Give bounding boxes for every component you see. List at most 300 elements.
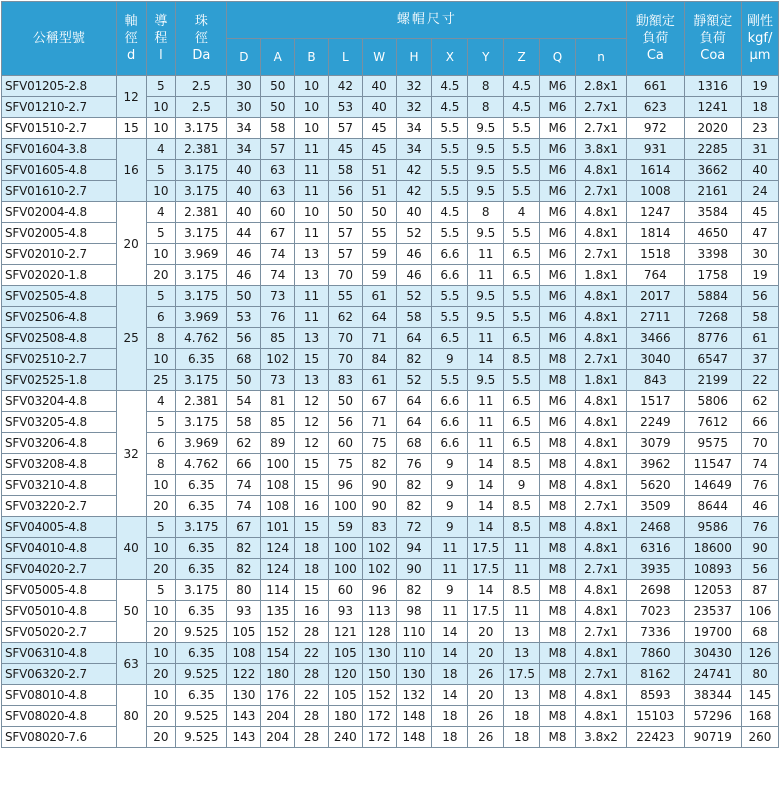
value-cell: 8 [468,202,504,223]
model-cell: SFV02506-4.8 [2,307,117,328]
model-cell: SFV03208-4.8 [2,454,117,475]
value-cell: 130 [227,685,261,706]
header-ball-text: 珠 徑 Da [192,14,211,63]
value-cell: 52 [396,370,432,391]
value-cell: 20 [146,559,176,580]
value-cell: 4.762 [176,328,227,349]
value-cell: 62 [227,433,261,454]
value-cell: 11 [295,223,329,244]
model-cell: SFV08020-4.8 [2,706,117,727]
value-cell: 46 [227,244,261,265]
value-cell: 73 [261,286,295,307]
value-cell: 40 [362,97,396,118]
value-cell: 124 [261,559,295,580]
value-cell: 260 [741,727,778,748]
value-cell: 1.8x1 [575,370,626,391]
value-cell: 108 [261,475,295,496]
value-cell: 67 [227,517,261,538]
value-cell: 75 [328,454,362,475]
shaft-diameter-cell: 50 [116,580,146,643]
value-cell: 10 [146,349,176,370]
value-cell: 1.8x1 [575,265,626,286]
value-cell: 4.8x1 [575,160,626,181]
value-cell: 20 [468,685,504,706]
value-cell: 76 [741,517,778,538]
value-cell: 2161 [684,181,741,202]
value-cell: 63 [261,160,295,181]
header-static-text: 靜額定 負荷 Coa [693,14,733,63]
value-cell: 3.8x2 [575,727,626,748]
value-cell: 8.5 [504,496,540,517]
value-cell: 51 [362,160,396,181]
value-cell: 3.8x1 [575,139,626,160]
value-cell: 4.8x1 [575,685,626,706]
value-cell: 5.5 [432,118,468,139]
value-cell: 6.5 [504,433,540,454]
value-cell: 5.5 [504,307,540,328]
value-cell: M8 [540,601,576,622]
value-cell: M8 [540,454,576,475]
value-cell: 46 [396,265,432,286]
value-cell: 4.8x1 [575,391,626,412]
value-cell: 5 [146,223,176,244]
value-cell: 4.8x1 [575,328,626,349]
value-cell: 9.525 [176,622,227,643]
value-cell: 6.5 [504,265,540,286]
value-cell: 14 [468,580,504,601]
value-cell: 5.5 [432,370,468,391]
value-cell: 56 [328,412,362,433]
value-cell: 13 [295,370,329,391]
value-cell: 34 [396,118,432,139]
value-cell: 102 [362,559,396,580]
value-cell: 4 [146,391,176,412]
value-cell: 76 [741,475,778,496]
value-cell: 2.7x1 [575,118,626,139]
value-cell: M6 [540,118,576,139]
value-cell: 17.5 [504,664,540,685]
value-cell: 105 [227,622,261,643]
value-cell: 26 [468,727,504,748]
value-cell: 59 [328,517,362,538]
value-cell: 74 [261,244,295,265]
value-cell: 83 [362,517,396,538]
value-cell: 143 [227,727,261,748]
table-row [2,118,779,139]
value-cell: 1008 [627,181,684,202]
value-cell: 5.5 [504,118,540,139]
value-cell: 3.175 [176,181,227,202]
value-cell: 9 [432,454,468,475]
value-cell: 58 [328,160,362,181]
value-cell: 16 [295,601,329,622]
value-cell: 58 [741,307,778,328]
value-cell: 57 [328,244,362,265]
value-cell: 17.5 [468,559,504,580]
value-cell: 8 [468,76,504,97]
value-cell: 52 [396,223,432,244]
model-cell: SFV02004-4.8 [2,202,117,223]
value-cell: 4 [504,202,540,223]
value-cell: 14 [432,622,468,643]
value-cell: 4650 [684,223,741,244]
value-cell: 4 [146,202,176,223]
value-cell: 11 [468,244,504,265]
value-cell: 100 [328,496,362,517]
value-cell: 13 [295,265,329,286]
value-cell: M8 [540,622,576,643]
value-cell: M8 [540,727,576,748]
value-cell: 40 [227,181,261,202]
value-cell: 105 [328,685,362,706]
value-cell: 59 [362,265,396,286]
value-cell: 45 [362,139,396,160]
value-cell: 3.175 [176,370,227,391]
value-cell: 2017 [627,286,684,307]
model-cell: SFV01605-4.8 [2,160,117,181]
value-cell: 14 [468,349,504,370]
value-cell: 75 [362,433,396,454]
value-cell: 61 [362,286,396,307]
value-cell: M8 [540,643,576,664]
value-cell: 135 [261,601,295,622]
value-cell: 22423 [627,727,684,748]
value-cell: 52 [396,286,432,307]
header-dim-a: A [261,39,295,76]
value-cell: 10 [146,475,176,496]
value-cell: M8 [540,496,576,517]
value-cell: 42 [328,76,362,97]
value-cell: 14 [468,475,504,496]
value-cell: 2698 [627,580,684,601]
value-cell: 44 [227,223,261,244]
value-cell: 68 [227,349,261,370]
value-cell: 93 [227,601,261,622]
value-cell: 3040 [627,349,684,370]
value-cell: 71 [362,328,396,349]
model-cell: SFV04020-2.7 [2,559,117,580]
value-cell: 14 [468,517,504,538]
value-cell: 4.5 [504,97,540,118]
value-cell: 12053 [684,580,741,601]
value-cell: 4.8x1 [575,202,626,223]
value-cell: 14 [432,643,468,664]
value-cell: 120 [328,664,362,685]
value-cell: 10 [146,538,176,559]
value-cell: 5.5 [432,160,468,181]
value-cell: 82 [396,475,432,496]
value-cell: 11 [295,307,329,328]
value-cell: 1241 [684,97,741,118]
header-nut-dimensions: 螺帽尺寸 [227,2,627,39]
value-cell: M8 [540,685,576,706]
value-cell: 56 [741,286,778,307]
value-cell: 64 [396,412,432,433]
table-row [2,139,779,160]
ballscrew-spec-table [1,1,779,748]
value-cell: 50 [261,76,295,97]
value-cell: 4.8x1 [575,706,626,727]
value-cell: 5 [146,412,176,433]
header-dim-n: n [575,39,626,76]
header-dim-z: Z [504,39,540,76]
value-cell: 18 [741,97,778,118]
value-cell: 15 [295,580,329,601]
value-cell: 7023 [627,601,684,622]
value-cell: 15103 [627,706,684,727]
value-cell: 764 [627,265,684,286]
value-cell: 2199 [684,370,741,391]
value-cell: 843 [627,370,684,391]
value-cell: 80 [227,580,261,601]
value-cell: M6 [540,244,576,265]
value-cell: 3935 [627,559,684,580]
value-cell: 11 [504,538,540,559]
value-cell: 80 [741,664,778,685]
header-model: 公稱型號 [2,2,117,76]
header-stiffness [741,2,778,76]
value-cell: 9.5 [468,370,504,391]
value-cell: 9.5 [468,286,504,307]
value-cell: M6 [540,265,576,286]
value-cell: 2.7x1 [575,349,626,370]
header-static-load [684,2,741,76]
value-cell: 28 [295,664,329,685]
value-cell: 110 [396,643,432,664]
value-cell: 3.175 [176,223,227,244]
value-cell: 6.35 [176,559,227,580]
value-cell: 9 [432,349,468,370]
value-cell: 26 [468,706,504,727]
value-cell: 51 [362,181,396,202]
value-cell: 10 [146,244,176,265]
value-cell: 114 [261,580,295,601]
value-cell: 6.5 [432,328,468,349]
value-cell: 87 [741,580,778,601]
header-stiffness-text: 剛性 kgf/ μm [746,14,773,63]
value-cell: 143 [227,706,261,727]
value-cell: 23 [741,118,778,139]
value-cell: 2.8x1 [575,76,626,97]
value-cell: 110 [396,622,432,643]
model-cell: SFV03210-4.8 [2,475,117,496]
value-cell: 85 [261,412,295,433]
value-cell: 152 [362,685,396,706]
value-cell: 11 [468,412,504,433]
value-cell: 55 [362,223,396,244]
value-cell: 204 [261,727,295,748]
value-cell: 4.8x1 [575,223,626,244]
value-cell: 154 [261,643,295,664]
value-cell: 58 [261,118,295,139]
value-cell: 96 [328,475,362,496]
value-cell: 18 [432,706,468,727]
value-cell: 972 [627,118,684,139]
value-cell: 152 [261,622,295,643]
value-cell: 93 [328,601,362,622]
shaft-diameter-cell: 80 [116,685,146,748]
value-cell: 132 [396,685,432,706]
value-cell: M8 [540,538,576,559]
value-cell: 3.175 [176,517,227,538]
value-cell: 11 [432,559,468,580]
value-cell: 113 [362,601,396,622]
value-cell: 2.381 [176,391,227,412]
table-row [2,580,779,601]
value-cell: 34 [396,139,432,160]
value-cell: 4.8x1 [575,286,626,307]
value-cell: 20 [146,496,176,517]
value-cell: 60 [261,202,295,223]
value-cell: 3.969 [176,433,227,454]
value-cell: 40 [741,160,778,181]
value-cell: 4.5 [432,202,468,223]
value-cell: 3.969 [176,307,227,328]
table-row [2,643,779,664]
value-cell: 6.5 [504,328,540,349]
value-cell: 90 [396,559,432,580]
value-cell: 240 [328,727,362,748]
value-cell: 2.7x1 [575,559,626,580]
value-cell: 25 [146,370,176,391]
value-cell: 14 [468,496,504,517]
model-cell: SFV02510-2.7 [2,349,117,370]
value-cell: 2.5 [176,97,227,118]
value-cell: 22 [741,370,778,391]
value-cell: 6.35 [176,538,227,559]
value-cell: M6 [540,307,576,328]
shaft-diameter-cell: 12 [116,76,146,118]
value-cell: 15 [295,475,329,496]
value-cell: 63 [261,181,295,202]
value-cell: 6.35 [176,601,227,622]
value-cell: 180 [328,706,362,727]
header-dim-y: Y [468,39,504,76]
table-row [2,517,779,538]
value-cell: 55 [328,286,362,307]
value-cell: 6.35 [176,496,227,517]
value-cell: 5.5 [432,286,468,307]
header-dim-l: L [328,39,362,76]
value-cell: 2.7x1 [575,622,626,643]
value-cell: 28 [295,727,329,748]
value-cell: 5 [146,286,176,307]
value-cell: 70 [328,328,362,349]
value-cell: 15 [295,349,329,370]
header-shaft-diameter [116,2,146,76]
value-cell: 42 [396,160,432,181]
value-cell: 2.7x1 [575,664,626,685]
value-cell: 1517 [627,391,684,412]
value-cell: 172 [362,706,396,727]
value-cell: 5 [146,76,176,97]
value-cell: 3584 [684,202,741,223]
value-cell: 11 [432,538,468,559]
value-cell: 8 [146,454,176,475]
model-cell: SFV08020-7.6 [2,727,117,748]
value-cell: 18 [295,538,329,559]
value-cell: 82 [396,580,432,601]
value-cell: 74 [261,265,295,286]
value-cell: 6.5 [504,391,540,412]
value-cell: 84 [362,349,396,370]
value-cell: 10893 [684,559,741,580]
value-cell: 6.6 [432,265,468,286]
value-cell: 11 [468,328,504,349]
value-cell: 67 [261,223,295,244]
value-cell: 5.5 [504,370,540,391]
value-cell: 11 [468,433,504,454]
value-cell: 50 [362,202,396,223]
table-row [2,391,779,412]
value-cell: 2711 [627,307,684,328]
value-cell: 12 [295,412,329,433]
value-cell: 59 [362,244,396,265]
value-cell: 12 [295,391,329,412]
value-cell: 81 [261,391,295,412]
value-cell: 10 [146,118,176,139]
value-cell: 60 [328,580,362,601]
value-cell: 100 [328,559,362,580]
value-cell: 6.6 [432,391,468,412]
value-cell: 8.5 [504,517,540,538]
value-cell: 70 [328,349,362,370]
value-cell: 10 [295,76,329,97]
value-cell: 30430 [684,643,741,664]
value-cell: 4.8x1 [575,517,626,538]
header-dim-w: W [362,39,396,76]
value-cell: 4.8x1 [575,454,626,475]
value-cell: 24741 [684,664,741,685]
value-cell: 1316 [684,76,741,97]
header-shaft-text: 軸 徑 d [124,14,138,63]
shaft-diameter-cell: 32 [116,391,146,517]
value-cell: 13 [504,643,540,664]
value-cell: 19700 [684,622,741,643]
value-cell: 3509 [627,496,684,517]
value-cell: 3962 [627,454,684,475]
value-cell: 4.762 [176,454,227,475]
value-cell: 15 [295,517,329,538]
value-cell: 9 [432,475,468,496]
value-cell: 5884 [684,286,741,307]
value-cell: 50 [328,391,362,412]
value-cell: 180 [261,664,295,685]
model-cell: SFV02020-1.8 [2,265,117,286]
value-cell: 122 [227,664,261,685]
value-cell: 50 [227,370,261,391]
value-cell: 10 [146,181,176,202]
value-cell: 20 [468,622,504,643]
value-cell: 5806 [684,391,741,412]
value-cell: 14649 [684,475,741,496]
value-cell: 3.175 [176,265,227,286]
value-cell: 148 [396,727,432,748]
value-cell: 28 [295,622,329,643]
value-cell: 4.8x1 [575,643,626,664]
value-cell: 46 [227,265,261,286]
value-cell: 6.6 [432,244,468,265]
value-cell: 9 [504,475,540,496]
value-cell: 8.5 [504,454,540,475]
value-cell: M6 [540,97,576,118]
value-cell: 3466 [627,328,684,349]
value-cell: 8.5 [504,580,540,601]
value-cell: 1758 [684,265,741,286]
value-cell: 66 [227,454,261,475]
value-cell: M8 [540,433,576,454]
value-cell: 74 [227,475,261,496]
